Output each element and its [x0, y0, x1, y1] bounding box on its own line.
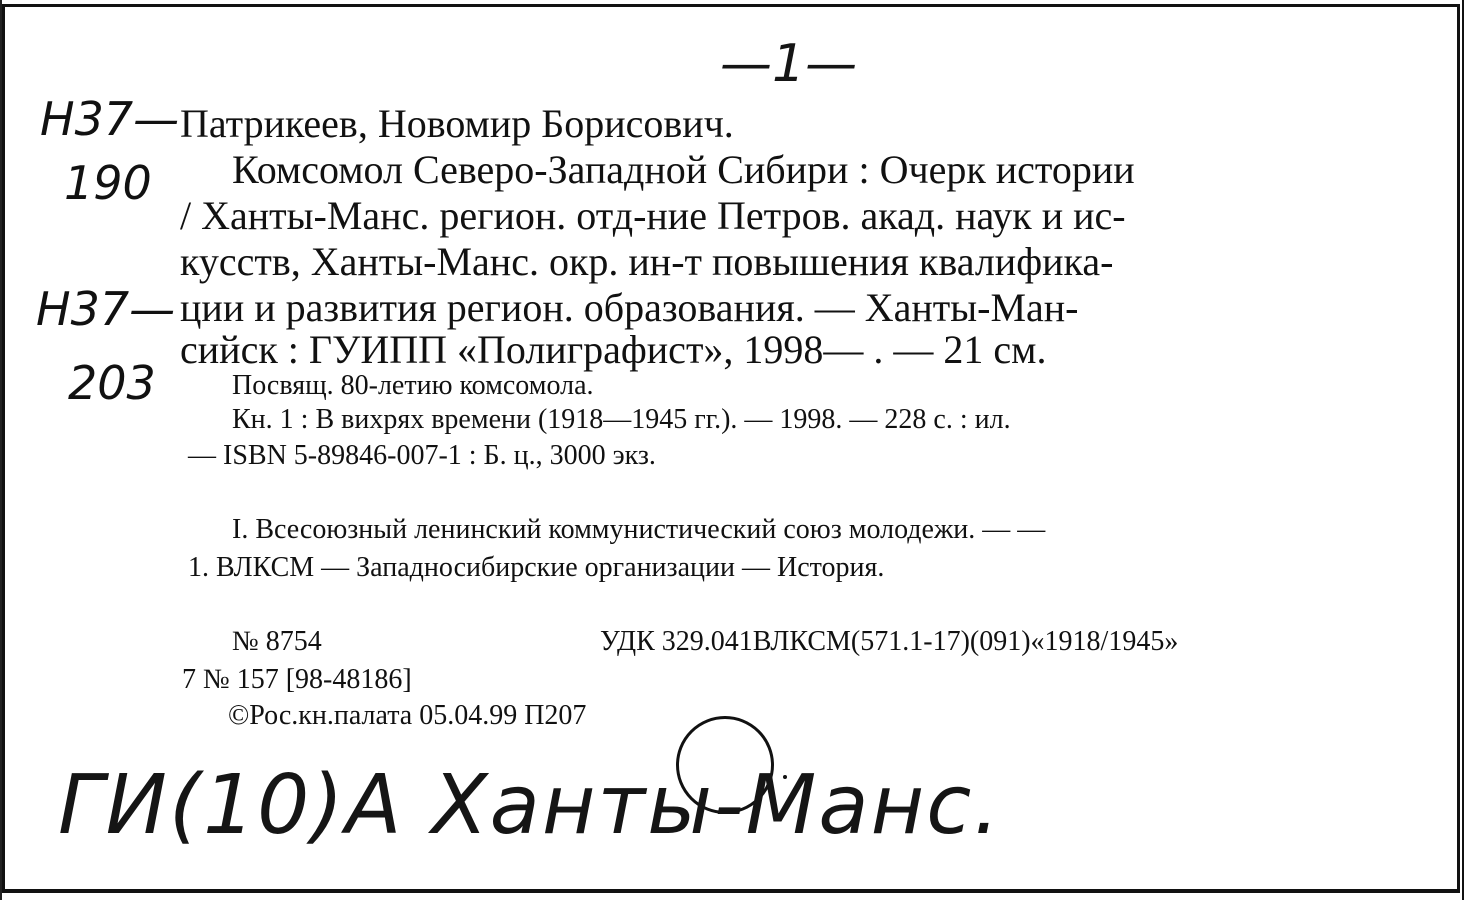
- handwritten-call-number-top: Н37—: [40, 92, 180, 146]
- record-number: № 8754: [232, 626, 322, 657]
- subject-line-1: I. Всесоюзный ленинский коммунистический союз молодежи. — —: [232, 514, 1046, 545]
- dedication-note: Посвящ. 80-летию комсомола.: [232, 370, 594, 401]
- handwritten-location-note: ГИ(10)А Ханты-Манс.: [58, 758, 1002, 853]
- handwritten-call-number-bottom-sub: 203: [68, 356, 156, 410]
- handwritten-page-number: —1—: [720, 34, 858, 94]
- volume-line: Кн. 1 : В вихрях времени (1918—1945 гг.). — 1998. — 228 с. : ил.: [232, 404, 1011, 435]
- handwritten-call-number-bottom: Н37—: [36, 282, 176, 336]
- subject-line-2: 1. ВЛКСМ — Западносибирские организации — История.: [188, 552, 885, 583]
- udk-classification: УДК 329.041ВЛКСМ(571.1-17)(091)«1918/1945»: [600, 626, 1179, 657]
- title-line-3: кусств, Ханты-Манс. окр. ин-т повышения квалифика-: [180, 239, 1114, 284]
- isbn-line: — ISBN 5-89846-007-1 : Б. ц., 3000 экз.: [188, 440, 656, 471]
- title-line-4: ции и развития регион. образования. — Ханты-Ман-: [180, 285, 1079, 330]
- title-line-2: / Ханты-Манс. регион. отд-ние Петров. акад. наук и ис-: [180, 193, 1126, 238]
- title-line-1: Комсомол Северо-Западной Сибири : Очерк истории: [232, 147, 1135, 192]
- right-edge-line: [1462, 0, 1464, 900]
- title-line-5: сийск : ГУИПП «Полиграфист», 1998— . — 21 см.: [180, 327, 1047, 372]
- handwritten-call-number-top-sub: 190: [64, 156, 152, 210]
- author-heading: Патрикеев, Новомир Борисович.: [180, 101, 734, 146]
- copy-line: 7 № 157 [98-48186]: [182, 664, 412, 695]
- book-chamber-line: ©Рос.кн.палата 05.04.99 П207: [228, 700, 587, 731]
